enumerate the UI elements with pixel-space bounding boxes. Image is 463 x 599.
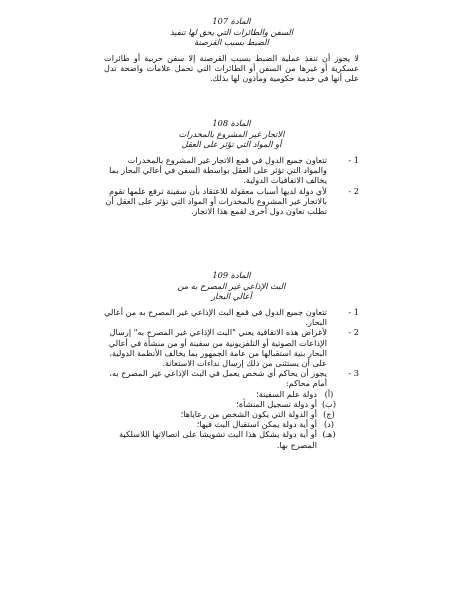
item-number: 1 -	[348, 307, 359, 317]
lettered-item	[104, 409, 341, 419]
numbered-item	[104, 327, 359, 368]
item-text: يجوز أن يحاكم أي شخص يعمل في البث الإذاعي غير المصرح به، أمام محاكم:	[109, 368, 327, 389]
item-number: 2 -	[348, 327, 359, 338]
numbered-item	[104, 307, 359, 327]
item-number: 1 -	[348, 155, 359, 165]
article-paragraph: لا يجوز أن تنفذ عملية الضبط بسبب القرصنة إلا سفن حربية أو طائرات عسكرية أو غيرها من السفن أو الطائرات التي تحمل علامات واضحة تدل على أنها في خدمة حكومية ومأذون لها بذلك.	[104, 53, 359, 84]
item-number: 3 -	[348, 368, 359, 379]
article-subtitle-line: البث الإذاعي غير المصرح به من	[177, 281, 286, 291]
item-text: تتعاون جميع الدول في قمع الاتجار غير المشروع بالمخدرات والمواد التي تؤثر على العقل بواسطة السفن في أعالي البحار بما يخالف الاتفاقيات الدولية.	[109, 155, 327, 186]
article-subtitle-line: أو المواد التي تؤثر على العقل	[181, 139, 282, 149]
article-108	[104, 118, 359, 216]
lettered-item	[104, 429, 341, 449]
item-text: تتعاون جميع الدول في قمع البث الإذاعي غير المصرح به من أعالي البحار.	[104, 307, 327, 328]
article-heading	[104, 118, 359, 149]
lettered-list	[104, 389, 359, 450]
article-subtitle-line: الضبط بسبب القرصنة	[194, 37, 269, 47]
item-letter: (ب)	[321, 398, 337, 409]
article-subtitle-line: الاتجار غير المشروع بالمخدرات	[178, 129, 285, 139]
item-text: لأي دولة لديها أسباب معقولة للاعتقاد بأن سفينة ترفع علمها تقوم بالاتجار غير المشروع بالمخدرات أو المواد التي تؤثر على العقل أن تطلب تعاون دول أخرى لقمع هذا الاتجار.	[105, 185, 327, 217]
item-letter: (أ)	[324, 388, 334, 399]
article-title: المادة 109	[212, 270, 251, 280]
item-text: لأغراض هذه الاتفاقية يعني "البث الإذاعي غير المصرح به" إرسال الإذاعات الصوتية أو التلفزيونية من سفينة أو من منشأة في أعالي البحار بنية استقبالها من عامة الجمهور بما يخالف الأنظمة الدولية، على أن يستثنى من ذلك إرسال نداءات الاستغاثة.	[108, 327, 327, 369]
item-text: أو دولة تسجيل المنشأة؛	[236, 398, 317, 409]
item-letter: (هـ)	[322, 429, 336, 440]
article-title: المادة 108	[212, 118, 251, 128]
item-number: 2 -	[348, 185, 359, 196]
lettered-item	[104, 419, 341, 429]
lettered-item	[104, 389, 341, 399]
numbered-item	[104, 186, 359, 217]
article-subtitle-line: أعالي البحار	[211, 291, 252, 301]
item-text: أو الدولة التي يكون الشخص من رعاياها؛	[180, 409, 317, 420]
item-text: أو أية دولة يشكل هذا البث تشويشا على اتصالاتها اللاسلكية المصرح بها.	[119, 429, 317, 450]
article-title: المادة 107	[212, 16, 251, 26]
article-subtitle-line: السفن والطائرات التي يحق لها تنفيذ	[169, 27, 294, 37]
item-text: أو أية دولة يمكن استقبال البث فيها؛	[196, 419, 317, 430]
article-109	[104, 270, 359, 450]
item-letter: (ج)	[323, 409, 335, 420]
article-heading	[104, 270, 359, 301]
numbered-item	[104, 368, 359, 388]
article-heading	[104, 16, 359, 47]
item-text: دولة علم السفينة؛	[256, 388, 317, 399]
article-107	[104, 16, 359, 84]
item-letter: (د)	[323, 419, 335, 430]
numbered-item	[104, 155, 359, 186]
lettered-item	[104, 399, 341, 409]
